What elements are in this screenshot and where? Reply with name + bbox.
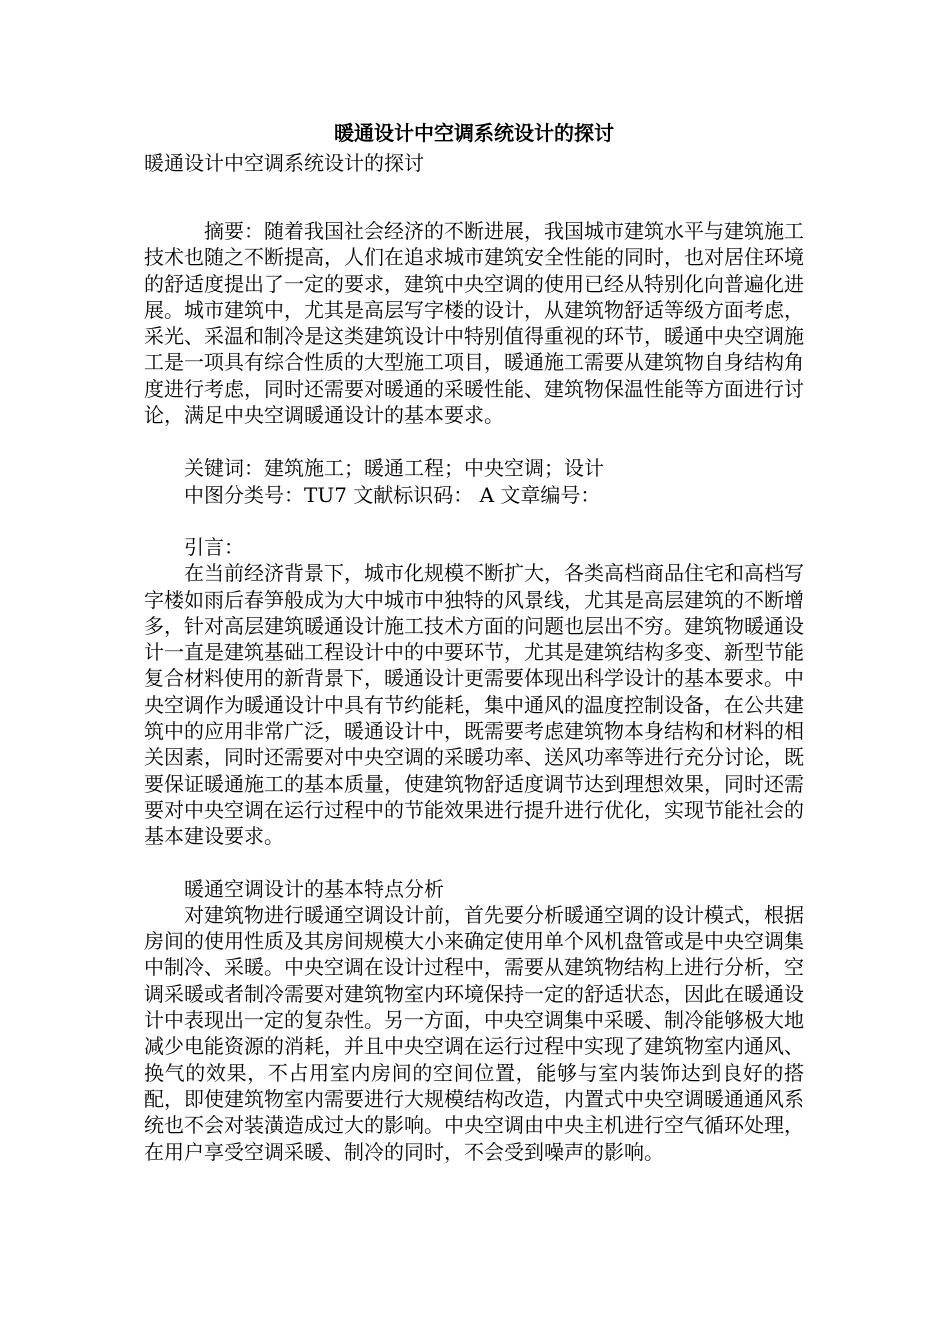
document-title: 暖通设计中空调系统设计的探讨 bbox=[334, 121, 614, 145]
document-page bbox=[144, 118, 804, 1165]
intro-heading: 引言： bbox=[184, 534, 244, 559]
section-paragraph: 对建筑物进行暖通空调设计前，首先要分析暖通空调的设计模式，根据房间的使用性质及其房间规模大小来确定使用单个风机盘管或是中央空调集中制冷、采暖。中央空调在设计过程中，需要从建筑物结构上进行分析，空调采暖或者制冷需要对建筑物室内环境保持一定的舒适状态，因此在暖通设计中表现出一定的复杂性。另一方面，中央空调集中采暖、制冷能够极大地减少电能资源的消耗，并且中央空调在运行过程中实现了建筑物室内通风、换气的效果，不占用室内房间的空间位置，能够与室内装饰达到良好的搭配，即使建筑物室内需要进行大规模结构改造，内置式中央空调暖通通风系统也不会对装潢造成过大的影响。中央空调由中央主机进行空气循环处理，在用户享受空调采暖、制冷的同时，不会受到噪声的影响。 bbox=[144, 902, 804, 1164]
spacer bbox=[144, 850, 804, 876]
keywords-line: 关键词：建筑施工；暖通工程；中央空调；设计 bbox=[184, 456, 604, 481]
classification-line: 中图分类号：TU7 文献标识码： A 文章编号： bbox=[184, 482, 601, 507]
document-subtitle: 暖通设计中空调系统设计的探讨 bbox=[144, 151, 424, 175]
intro-paragraph: 在当前经济背景下，城市化规模不断扩大，各类高档商品住宅和高档写字楼如雨后春笋般成为大中城市中独特的风景线，尤其是高层建筑的不断增多，针对高层建筑暖通设计施工技术方面的问题也层出不穷。建筑物暖通设计一直是建筑基础工程设计中的中要环节，尤其是建筑结构多变、新型节能复合材料使用的新背景下，暖通设计更需要体现出科学设计的基本要求。中央空调作为暖通设计中具有节约能耗，集中通风的温度控制设备，在公共建筑中的应用非常广泛，暖通设计中，既需要考虑建筑物本身结构和材料的相关因素，同时还需要对中央空调的采暖功率、送风功率等进行充分讨论，既要保证暖通施工的基本质量，使建筑物舒适度调节达到理想效果，同时还需要对中央空调在运行过程中的节能效果进行提升进行优化，实现节能社会的基本建设要求。 bbox=[144, 561, 804, 849]
spacer bbox=[144, 508, 804, 534]
abstract-paragraph: 摘要：随着我国社会经济的不断进展，我国城市建筑水平与建筑施工技术也随之不断提高，人们在追求城市建筑安全性能的同时，也对居住环境的舒适度提出了一定的要求，建筑中央空调的使用已经从特别化向普遍化进展。城市建筑中，尤其是高层写字楼的设计，从建筑物舒适等级方面考虑，采光、采温和制冷是这类建筑设计中特别值得重视的环节，暖通中央空调施工是一项具有综合性质的大型施工项目，暖通施工需要从建筑物自身结构角度进行考虑，同时还需要对暖通的采暖性能、建筑物保温性能等方面进行讨论，满足中央空调暖通设计的基本要求。 bbox=[144, 219, 804, 428]
spacer bbox=[144, 178, 804, 218]
section-heading: 暖通空调设计的基本特点分析 bbox=[184, 876, 444, 901]
spacer bbox=[144, 428, 804, 455]
